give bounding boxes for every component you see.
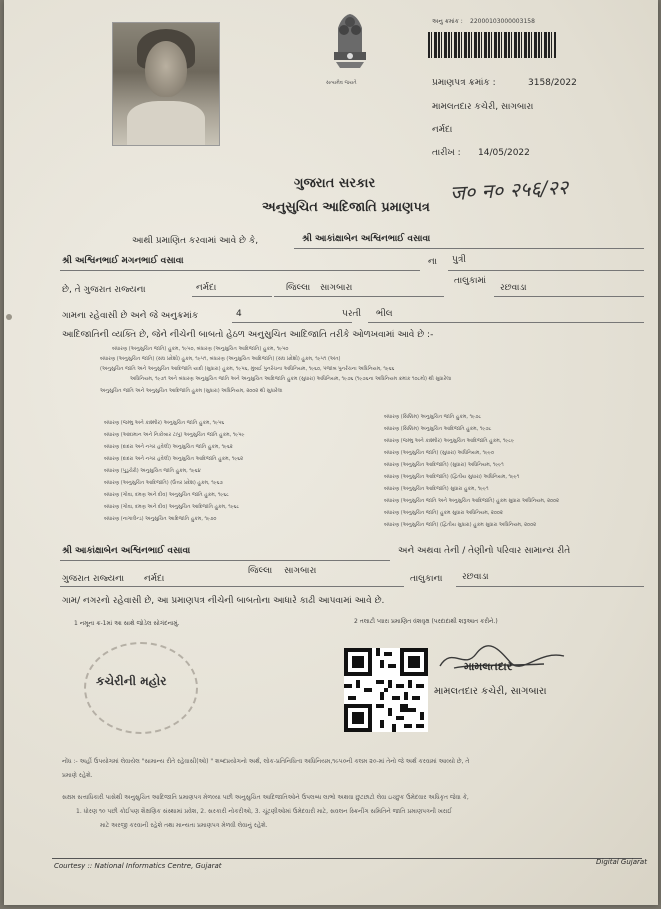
right-order: બંધારણ (અનુસુચિત જાતિ) (દ્વિતીય સુધારા) હુકમ સુધારા અધિનિયમ, ૨૦૦૨ [384, 522, 537, 528]
left-order: બંધારણ (અનુસુચિત આદિજાતિ) (ઉત્તર પ્રદેશ) હુકમ, ૧૯૬૭ [104, 480, 223, 486]
family-text: અને અથવા તેની / તેણીનો પરિવાર સામાન્ય રીતે [398, 546, 571, 556]
basis-item-1: 1 નમૂના ક્ર-1માં આ સાથે જોડેલ સોગંદનામું. [74, 620, 180, 627]
state-prefix: છે, તે ગુજરાત રાજ્યના [62, 285, 146, 295]
left-order: બંધારણ (ગોવા, દમણ અને દીવ) અનુસુચિત જાતિ હુકમ, ૧૯૬૮ [104, 492, 229, 498]
order-line: (અનુસુચિત જાતિ અને અનુસુચિત આદિજાતિ યાદી (સુધારા) હુકમ, ૧૯૫૬, મુંબઈ પુનર્રચના અધિનિયમ, ૧૯૬૦, પંજાબ પુનર્રચના અધિનિયમ, ૧૯૬૬ [100, 366, 395, 372]
district-name: નર્મદા [432, 125, 453, 135]
left-order: બંધારણ (ગોવા, દમણ અને દીવ) અનુસુચિત આદિજાતિ હુકમ, ૧૯૬૮ [104, 504, 240, 510]
district: નર્મદા [196, 283, 217, 293]
left-order: બંધારણ (આંદામાન અને નિકોબાર ટાપુ) અનુસુચિત જાતિ હુકમ, ૧૯૫૯ [104, 432, 245, 438]
cert-title: અનુસુચિત આદિજાતિ પ્રમાણપત્ર [262, 200, 430, 215]
cert-no-label: પ્રમાણપત્ર ક્રમાંક : [432, 78, 496, 88]
order-line: બંધારણ (અનુસુચિત જાતિ) હુકમ, ૧૯૫૦, બંધારણ (અનુસુચિત આદિજાતિ) હુકમ, ૧૯૫૦ [112, 346, 289, 352]
footer-brand: Digital Gujarat [596, 858, 647, 866]
stamp-text: કચેરીની મહોર [96, 674, 167, 688]
right-order: બંધારણ (જમ્મુ અને કાશ્મીર) અનુસુચિત આદિજાતિ હુકમ, ૧૯૮૯ [384, 438, 515, 444]
cert-no: 3158/2022 [528, 78, 577, 88]
note-line: પ્રમાણે રહેશે. [62, 772, 93, 779]
note-line: નોંધ :- અહીં ઉપયોગમાં લેવાયેલ "સામાન્ય રીતે રહેવાસી(ઓ) " શબ્દપ્રયોગનો અર્થ, લોક-પ્રતિનિધિત્વ અધિનિયમ,૧૯૫૦ની કલમ ૨૦-માં તેનો જે અર્થ કરવામાં આવ્યો છે, તે [62, 758, 470, 765]
family-taluka: સાગબારા [284, 566, 317, 576]
right-order: બંધારણ (સિક્કિમ) અનુસુચિત આદિજાતિ હુકમ, ૧૯૭૮ [384, 426, 492, 432]
serial-label: અનુ ક્રમાંક : [432, 18, 463, 25]
footer-courtesy: Courtesy :: National Informatics Centre, Gujarat [54, 862, 222, 870]
tribe: ભીલ [376, 309, 393, 319]
signatory-title: મામલતદાર [464, 660, 513, 673]
right-order: બંધારણ (સિક્કિમ) અનુસુચિત જાતિ હુકમ, ૧૯૭૮ [384, 414, 482, 420]
order-line: બંધારણ (અનુસુચિત જાતિ) (સંઘ પ્રદેશો) હુકમ, ૧૯૫૧, બંધારણ (અનુસુચિત આદિજાતિ) (સંઘ પ્રદેશો) હુકમ, ૧૯૫૧ (અંત) [100, 356, 341, 362]
order-line: અધિનિયમ, ૧૯૭૧ અને બંધારણ અનુસુચિત જાતિ અને અનુસુચિત આદિજાતિ હુકમ (સુધારા) અધિનિયમ, ૧૯૭૬ (૧૯૭૬ના અધિનિયમ ક્રમાંક ૧૦૮મો) થી સુધારેલા [130, 376, 452, 382]
emblem-caption: સત્યમેવ જયતે [326, 80, 357, 86]
family-person-name: શ્રી આકાંક્ષાબેન અશ્વિનભાઈ વસાવા [62, 546, 191, 556]
note-line: 1. ધોરણ ૧૦ પછી કોઈપણ શૈક્ષણિક સંસ્થામાં પ્રવેશ, 2. સરકારી નોકરીઓ, 3. ચૂંટણીઓમાં ઉમેદવારી માટે, સવલન સ્ક્રિનીંગ સમિતિને જાતિ પ્રમાણપત્રની ખરાઈ [76, 808, 452, 815]
person-name: શ્રી આકાંક્ષાબેન અશ્વિનભાઈ વસાવા [302, 234, 431, 244]
right-order: બંધારણ (અનુસુચિત જાતિ) (સુધારા) અધિનિયમ, ૧૯૯૦ [384, 450, 494, 456]
na-label: ના [428, 257, 437, 267]
father-name: શ્રી અશ્વિનભાઈ મગનભાઈ વસાવા [62, 256, 184, 266]
anukram: 4 [236, 309, 242, 319]
family-district: નર્મદા [144, 574, 165, 584]
right-order: બંધારણ (અનુસુચિત આદિજાતિ) (સુધારા) અધિનિયમ, ૧૯૯૧ [384, 462, 504, 468]
right-order: બંધારણ (અનુસુચિત જાતિ) હુકમ સુધારા અધિનિયમ, ૨૦૦૨ [384, 510, 503, 516]
govt-title: ગુજરાત સરકાર [294, 176, 376, 191]
left-order: બંધારણ (દાદરા અને નગર હવેલી) અનુસુચિત આદિજાતિ હુકમ, ૧૯૬૨ [104, 456, 244, 462]
national-emblem-icon [320, 8, 380, 84]
family-village: રછવાડા [462, 572, 489, 582]
date-label: તારીખ : [432, 148, 461, 158]
parti-label: પરતી [342, 309, 362, 319]
family-state-prefix: ગુજરાત રાજ્યના [62, 574, 125, 584]
certify-text: આથી પ્રમાણિત કરવામાં આવે છે કે, [132, 236, 259, 246]
gam-text: ગામના રહેવાસી છે અને જે અનુક્રમાંક [62, 311, 199, 321]
note-line: માટે અરજી કરવાની રહેશે તથા માન્યતા પ્રમાણપત્ર મેળવી લેવાનું રહેશે. [100, 822, 268, 829]
jilla-label: જિલ્લા [286, 283, 311, 293]
family-jilla-label: જિલ્લા [248, 566, 273, 576]
serial-number: 22000103000003158 [470, 18, 535, 25]
relation: પુત્રી [452, 255, 466, 265]
family-gam-text: ગામ/ નગરનો રહેવાસી છે, આ પ્રમાણપત્ર નીચેની બાબતોના આધારે કાઢી આપવામાં આવે છે. [62, 596, 385, 606]
family-talukana-label: તાલુકાના [410, 574, 443, 584]
handwritten-ref: ज० न० २५६/२२ [449, 174, 569, 206]
punch-mark [6, 314, 12, 320]
tribe-text: આદિજાતિની વ્યક્તિ છે, જેને નીચેની બાબતો હેઠળ અનુસુચિત આદિજાતિ તરીકે ઓળખવામાં આવે છે :- [62, 330, 434, 340]
right-order: બંધારણ (અનુસુચિત આદિજાતિ) (દ્વિતીય સુધારા) અધિનિયમ, ૧૯૯૧ [384, 474, 520, 480]
qr-code [344, 648, 428, 732]
left-order: બંધારણ (દાદરા અને નગર હવેલી) અનુસુચિત જાતિ હુકમ, ૧૯૬૨ [104, 444, 233, 450]
basis-item-2: 2 તલાટી પ્વારા પ્રમાણિત વંશવૃક્ષ (પરદાદાથી શરૂઆત કરીને.) [354, 618, 498, 625]
right-order: બંધારણ (અનુસુચિત આદિજાતિ) સુધારા હુકમ, ૧૯૯૧ [384, 486, 489, 492]
village: રછવાડા [500, 283, 527, 293]
taluka: સાગબારા [320, 283, 353, 293]
note-line: સક્ષમ સત્તાધિકારી પાસેથી અનુસુચિત આદિજાતિ પ્રમાણપત્ર મેળવ્યા પછી અનુસુચિત આદિજાતિઓને ઉપલબ્ધ લાભો અથવા છુટછાટો લેવા ઇચ્છુક ઉમેદવાર અધિકૃત જેવા કે, [62, 794, 469, 801]
signatory-office: મામલતદાર કચેરી, સાગબારા [434, 686, 547, 697]
left-order: બંધારણ (જમ્મુ અને કાશ્મીર) અનુસુચિત જાતિ હુકમ, ૧૯૫૬ [104, 420, 225, 426]
applicant-photo [112, 22, 220, 146]
order-line: અનુસુચિત જાતિ અને અનુસુચિત આદિજાતિ હુકમ (સુધારા) અધિનિયમ, ૨૦૦૨ થી સુધારેલા [100, 388, 283, 394]
barcode [428, 32, 556, 58]
issue-date: 14/05/2022 [478, 148, 530, 158]
office-name: મામલતદાર કચેરી, સાગબારા [432, 102, 534, 112]
left-order: બંધારણ (નાગાલેન્ડ) અનુસુચિત આદિજાતિ હુકમ, ૧૯૭૦ [104, 516, 217, 522]
talukama-label: તાલુકામાં [454, 276, 487, 286]
left-order: બંધારણ (પુડુચેરી) અનુસુચિત જાતિ હુકમ, ૧૯૬૪ [104, 468, 201, 474]
right-order: બંધારણ (અનુસુચિત જાતિ અને અનુસુચિત આદિજાતિ) હુકમ સુધારા અધિનિયમ, ૨૦૦૨ [384, 498, 559, 504]
certificate-page [4, 0, 658, 905]
